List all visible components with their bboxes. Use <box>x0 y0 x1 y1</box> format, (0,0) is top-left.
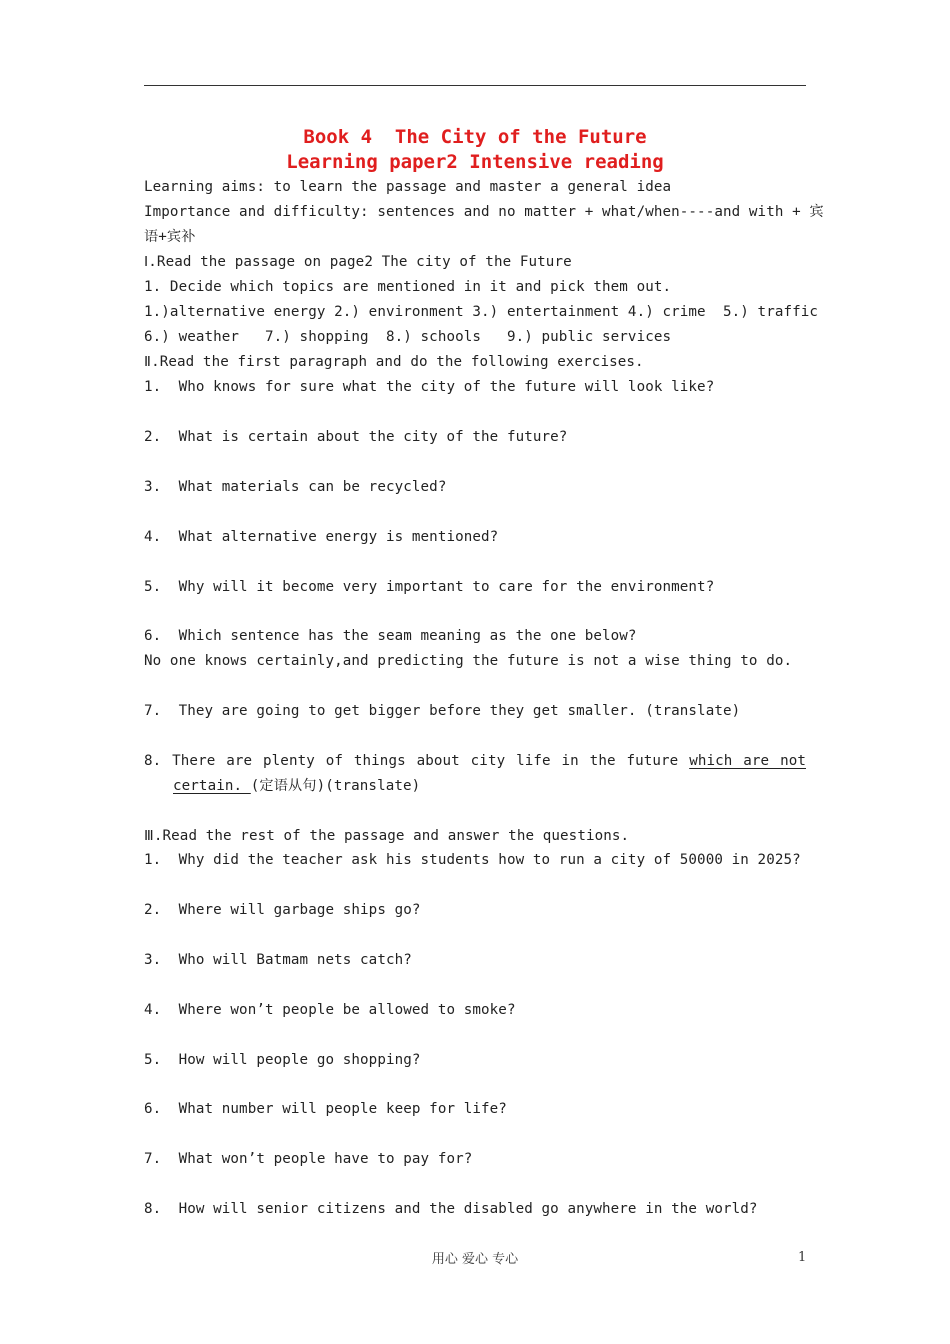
s3-question-3: 3. Who will Batmam nets catch? <box>144 952 412 968</box>
s2-question-1: 1. Who knows for sure what the city of the future will look like? <box>144 379 715 395</box>
learning-aims: Learning aims: to learn the passage and master a general idea <box>144 179 672 195</box>
s2-question-8-prefix: 8. There are plenty of things about city life in the future <box>144 753 679 769</box>
importance-line-2: 语+宾补 <box>144 229 196 245</box>
s3-question-4: 4. Where won’t people be allowed to smoke? <box>144 1002 516 1018</box>
s3-question-6: 6. What number will people keep for life? <box>144 1101 507 1117</box>
s2-question-8-continued <box>173 776 835 796</box>
s2-question-8-suffix: (定语从句)(translate) <box>250 778 421 794</box>
topics-line-2: 6.) weather 7.) shopping 8.) schools 9.) public services <box>144 329 672 345</box>
s2-question-6: 6. Which sentence has the seam meaning as the one below? <box>144 628 637 644</box>
s3-question-8: 8. How will senior citizens and the disabled go anywhere in the world? <box>144 1201 758 1217</box>
s2-question-6-sentence: No one knows certainly,and predicting the future is not a wise thing to do. <box>144 653 793 669</box>
s2-question-5: 5. Why will it become very important to care for the environment? <box>144 579 715 595</box>
s2-question-8 <box>144 751 806 771</box>
s2-question-8-underlined-a: which are not <box>689 753 806 769</box>
section-1-heading: Ⅰ.Read the passage on page2 The city of the Future <box>144 254 572 270</box>
s3-question-7: 7. What won’t people have to pay for? <box>144 1151 473 1167</box>
s3-question-2: 2. Where will garbage ships go? <box>144 902 421 918</box>
page-footer: 用心 爱心 专心 <box>431 1252 519 1267</box>
header-rule <box>144 85 806 86</box>
s2-question-2: 2. What is certain about the city of the future? <box>144 429 568 445</box>
page-number: 1 <box>798 1250 807 1265</box>
s2-question-8-underlined-b: certain. <box>173 778 251 794</box>
s2-question-7: 7. They are going to get bigger before they get smaller. (translate) <box>144 703 741 719</box>
s2-question-4: 4. What alternative energy is mentioned? <box>144 529 499 545</box>
importance-line-1: Importance and difficulty: sentences and no matter + what/when----and with + 宾 <box>144 204 824 220</box>
s2-question-3: 3. What materials can be recycled? <box>144 479 447 495</box>
title-subtitle: Learning paper2 Intensive reading <box>286 151 664 173</box>
section-1-question-1: 1. Decide which topics are mentioned in it and pick them out. <box>144 279 672 295</box>
s3-question-5: 5. How will people go shopping? <box>144 1052 421 1068</box>
title-book: Book 4 The City of the Future <box>303 126 647 148</box>
section-3-heading: Ⅲ.Read the rest of the passage and answer the questions. <box>144 828 630 844</box>
section-2-heading: Ⅱ.Read the first paragraph and do the following exercises. <box>144 354 644 370</box>
s3-question-1: 1. Why did the teacher ask his students how to run a city of 50000 in 2025? <box>144 852 801 868</box>
topics-line-1: 1.)alternative energy 2.) environment 3.) entertainment 4.) crime 5.) traffic <box>144 304 819 320</box>
